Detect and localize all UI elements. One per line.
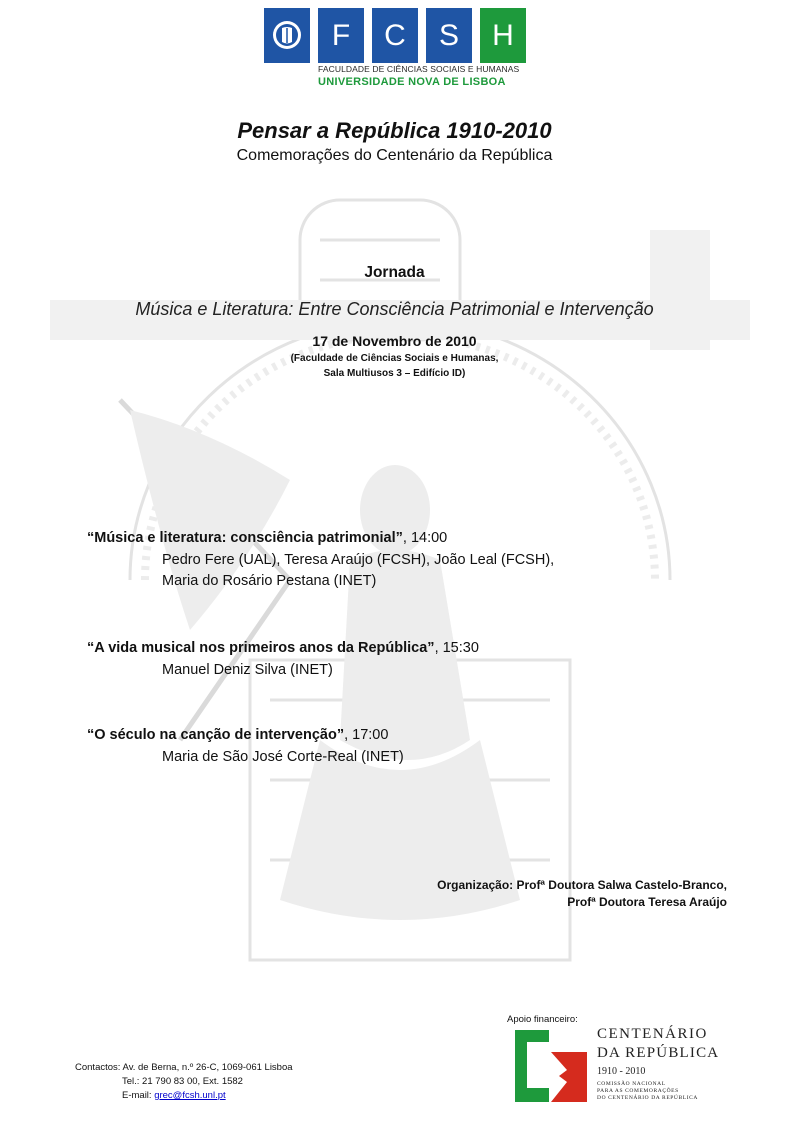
logo-letter-f: F <box>318 8 364 63</box>
session-2-speakers-line1: Manuel Deniz Silva (INET) <box>162 662 333 678</box>
contact-email-row <box>122 1090 226 1101</box>
session-1-heading <box>87 530 447 546</box>
centenario-logo-icon <box>515 1030 587 1102</box>
session-3-title: “O século na canção de intervenção” <box>87 727 345 743</box>
session-2-heading <box>87 640 479 656</box>
faculty-name: FACULDADE DE CIÊNCIAS SOCIAIS E HUMANAS <box>318 64 520 74</box>
session-3-speakers-line1: Maria de São José Corte-Real (INET) <box>162 749 404 765</box>
session-2-title: “A vida musical nos primeiros anos da República” <box>87 640 435 656</box>
event-type: Jornada <box>364 264 425 281</box>
logo-letter-c: C <box>372 8 418 63</box>
logo-letter-h: H <box>480 8 526 63</box>
contact-address: Contactos: Av. de Berna, n.º 26-C, 1069-061 Lisboa <box>75 1062 293 1073</box>
session-2-time: , 15:30 <box>434 640 479 656</box>
event-theme: Música e Literatura: Entre Consciência Patrimonial e Intervenção <box>135 299 654 319</box>
sponsor-commission-line1: COMISSÃO NACIONAL <box>597 1081 666 1087</box>
organization-line1: Organização: Profª Doutora Salwa Castelo-Branco, <box>437 878 727 892</box>
sponsor-commission-line2: PARA AS COMEMORAÇÕES <box>597 1088 679 1094</box>
sponsor-name-line1: CENTENÁRIO <box>597 1026 708 1042</box>
page-subtitle: Comemorações do Centenário da República <box>236 147 553 164</box>
contact-email-link[interactable]: grec@fcsh.unl.pt <box>154 1090 226 1101</box>
session-1-speakers-line1: Pedro Fere (UAL), Teresa Araújo (FCSH), João Leal (FCSH), <box>162 552 555 568</box>
university-seal-icon <box>264 8 310 63</box>
sponsor-years: 1910 - 2010 <box>597 1066 646 1077</box>
event-date: 17 de Novembro de 2010 <box>312 333 477 349</box>
logo-letter-s: S <box>426 8 472 63</box>
event-venue-line2: Sala Multiusos 3 – Edifício ID) <box>323 368 466 379</box>
session-3-time: , 17:00 <box>344 727 389 743</box>
sponsor-commission-line3: DO CENTENÁRIO DA REPÚBLICA <box>597 1095 699 1101</box>
contact-email-label: E-mail: <box>122 1090 155 1101</box>
organization-line2: Profª Doutora Teresa Araújo <box>567 895 727 909</box>
session-1-title: “Música e literatura: consciência patrimonial” <box>87 530 403 546</box>
session-1-speakers-line2: Maria do Rosário Pestana (INET) <box>162 573 377 589</box>
event-venue-line1: (Faculdade de Ciências Sociais e Humanas, <box>290 353 499 364</box>
university-name: UNIVERSIDADE NOVA DE LISBOA <box>318 76 506 88</box>
page-title: Pensar a República 1910-2010 <box>237 118 552 143</box>
sponsor-name-line2: DA REPÚBLICA <box>597 1045 720 1061</box>
session-1-time: , 14:00 <box>402 530 448 546</box>
session-3-heading <box>87 727 388 743</box>
sponsor-label: Apoio financeiro: <box>507 1014 578 1025</box>
contact-phone: Tel.: 21 790 83 00, Ext. 1582 <box>122 1076 243 1087</box>
